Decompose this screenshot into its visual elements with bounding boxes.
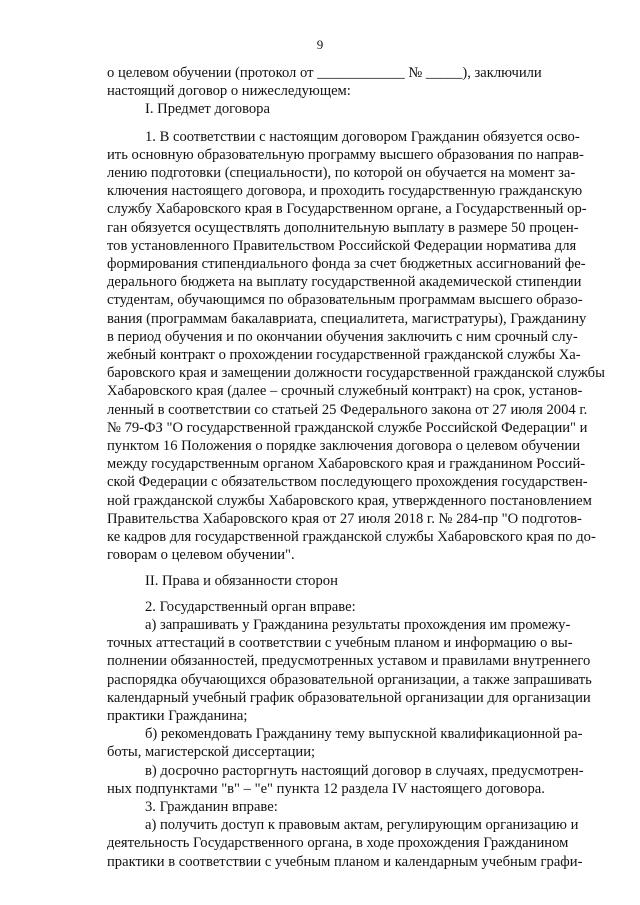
text-line: ключения настоящего договора, и проходить государственную гражданскую [107, 183, 583, 200]
text-line: пунктом 16 Положения о порядке заключения договора о целевом обучении [107, 438, 580, 455]
text-line: в период обучения и по окончании обучения заключить с ним срочный слу- [107, 328, 578, 345]
text-line: настоящий договор о нижеследующем: [107, 83, 351, 100]
text-line: деятельность Государственного органа, в ходе прохождения Гражданином [107, 835, 569, 852]
text-line: службу Хабаровского края в Государственном органе, а Государственный ор- [107, 201, 587, 218]
text-line: практики в соответствии с учебным планом и календарным учебным графи- [107, 853, 583, 870]
text-line: ленный в соответствии со статьей 25 Федерального закона от 27 июля 2004 г. [107, 401, 588, 418]
paragraph-clause-1 [107, 128, 605, 565]
text-line: полнении обязанностей, предусмотренных уставом и правилами внутреннего [107, 653, 591, 670]
paragraph-clause-2c [107, 762, 584, 798]
section-heading-rights: II. Права и обязанности сторон [145, 573, 338, 590]
text-line: № 79-ФЗ "О государственной гражданской службе Российской Федерации" и [107, 419, 588, 436]
text-line: практики Гражданина; [107, 707, 248, 724]
document-body [107, 64, 605, 871]
clause-3-title: 3. Гражданин вправе: [145, 798, 278, 815]
text-line: дерального бюджета на выплату государственной академической стипендии [107, 274, 582, 291]
text-line: боты, магистерской диссертации; [107, 744, 316, 761]
text-line: между государственным органом Хабаровского края и гражданином Россий- [107, 456, 586, 473]
text-line: ить основную образовательную программу высшего образования по направ- [107, 146, 584, 163]
text-line: о целевом обучении (протокол от ____________ № _____), заключили [107, 65, 542, 81]
clause-2-title: 2. Государственный орган вправе: [145, 598, 356, 615]
page-number: 9 [316, 37, 324, 52]
text-line: календарный учебный график образовательной организации для организации [107, 689, 591, 706]
paragraph-clause-2b [107, 725, 583, 761]
text-line: вания (программам бакалавриата, специалитета, магистратуры), Гражданину [107, 310, 587, 327]
text-line: говорам о целевом обучении". [107, 547, 295, 564]
paragraph-clause-2a [107, 616, 592, 725]
text-line: ган обязуется осуществлять дополнительную выплату в размере 50 процен- [107, 219, 579, 236]
text-line: ской Федерации с обязательством последующего прохождения государствен- [107, 474, 588, 491]
text-line: студентам, обучающимся по образовательным программам высшего образо- [107, 292, 583, 309]
text-line: жебный контракт о прохождении государственной гражданской службы Ха- [107, 347, 581, 364]
text-line: точных аттестаций в соответствии с учебным планом и информацию о вы- [107, 635, 573, 652]
text-line: а) получить доступ к правовым актам, регулирующим организацию и [145, 817, 579, 834]
paragraph-clause-3a [107, 816, 583, 871]
text-line: ных подпунктами "в" – "е" пункта 12 раздела IV настоящего договора. [107, 780, 545, 797]
text-line: тов установленного Правительством Российской Федерации норматива для [107, 237, 577, 254]
text-line: ной гражданской службы Хабаровского края, утвержденного постановлением [107, 492, 592, 509]
text-line: Хабаровского края (далее – срочный служебный контракт) на срок, установ- [107, 383, 583, 400]
text-line: распорядка обучающихся образовательной организации, а также запрашивать [107, 671, 592, 688]
text-line: в) досрочно расторгнуть настоящий договор в случаях, предусмотрен- [145, 762, 584, 779]
text-line: ке кадров для государственной гражданской службы Хабаровского края по до- [107, 529, 596, 546]
text-line: б) рекомендовать Гражданину тему выпускной квалификационной ра- [145, 726, 583, 743]
preamble [107, 64, 542, 100]
section-heading-subject: I. Предмет договора [145, 101, 270, 118]
text-line: 1. В соответствии с настоящим договором Гражданин обязуется осво- [145, 128, 580, 145]
text-line: Правительства Хабаровского края от 27 июля 2018 г. № 284-пр "О подготов- [107, 510, 582, 527]
text-line: лению подготовки (специальности), по которой он обучается на момент за- [107, 165, 576, 182]
text-line: формирования стипендиального фонда за счет бюджетных ассигнований фе- [107, 256, 586, 273]
text-line: баровского края и замещении должности государственной гражданской службы [107, 365, 605, 382]
text-line: а) запрашивать у Гражданина результаты прохождения им промежу- [145, 616, 571, 633]
